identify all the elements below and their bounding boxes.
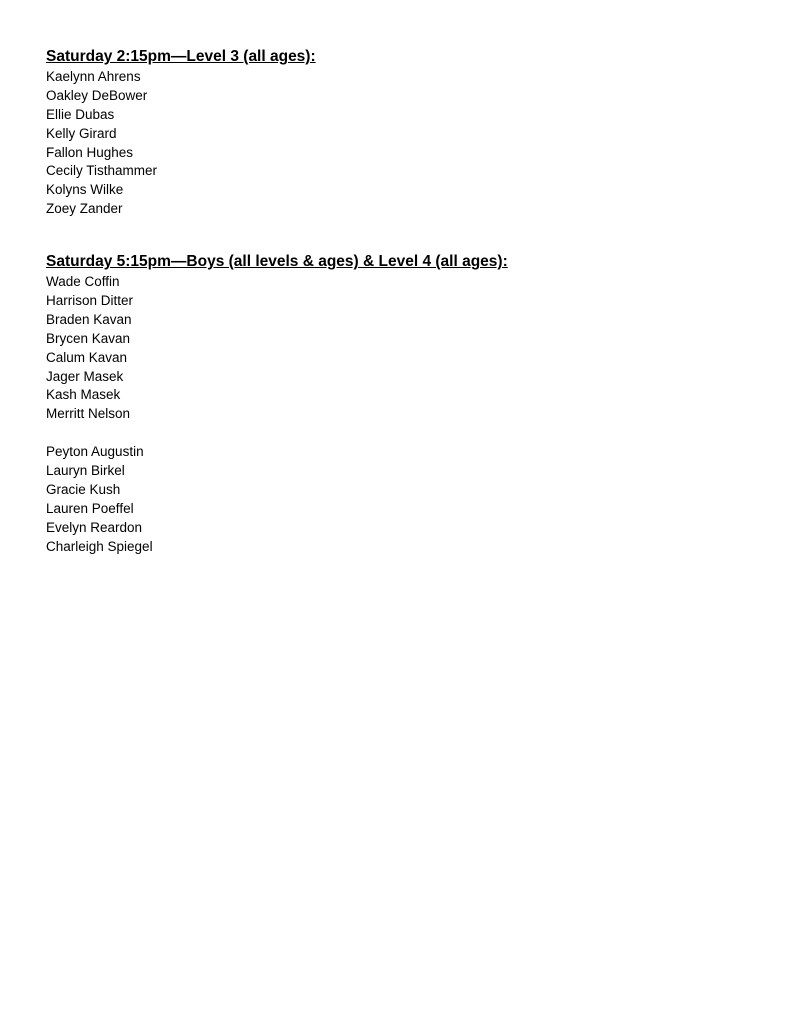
session-section-level-3	[46, 47, 746, 219]
list-item: Lauren Poeffel	[46, 500, 134, 516]
list-item: Jager Masek	[46, 368, 124, 384]
list-item: Kaelynn Ahrens	[46, 69, 141, 84]
section-heading: Saturday 2:15pm—Level 3 (all ages):	[46, 48, 316, 65]
section-spacer	[46, 219, 746, 252]
list-item: Merritt Nelson	[46, 406, 131, 422]
list-item: Kash Masek	[46, 387, 121, 403]
list-item: Fallon Hughes	[46, 144, 134, 160]
list-item: Braden Kavan	[46, 311, 132, 327]
list-item: Zoey Zander	[46, 201, 123, 217]
section-heading: Saturday 5:15pm—Boys (all levels & ages) & Level 4 (all ages):	[46, 253, 508, 271]
list-item: Evelyn Reardon	[46, 519, 143, 535]
name-list	[46, 68, 746, 219]
name-list	[46, 443, 746, 556]
roster-content	[46, 47, 746, 557]
list-item: Calum Kavan	[46, 349, 128, 365]
list-item: Kolyns Wilke	[46, 182, 124, 198]
session-section-boys-level-4	[46, 252, 746, 556]
name-list	[46, 273, 746, 424]
list-item: Oakley DeBower	[46, 87, 148, 103]
list-item: Peyton Augustin	[46, 444, 144, 460]
list-item: Kelly Girard	[46, 125, 117, 141]
list-item: Cecily Tisthammer	[46, 163, 158, 179]
list-item: Charleigh Spiegel	[46, 538, 153, 554]
list-item: Lauryn Birkel	[46, 463, 125, 479]
list-item: Gracie Kush	[46, 482, 121, 498]
list-item: Harrison Ditter	[46, 293, 134, 309]
list-item: Wade Coffin	[46, 274, 120, 290]
group-spacer	[46, 424, 746, 443]
list-item: Brycen Kavan	[46, 330, 131, 346]
list-item: Ellie Dubas	[46, 106, 115, 122]
